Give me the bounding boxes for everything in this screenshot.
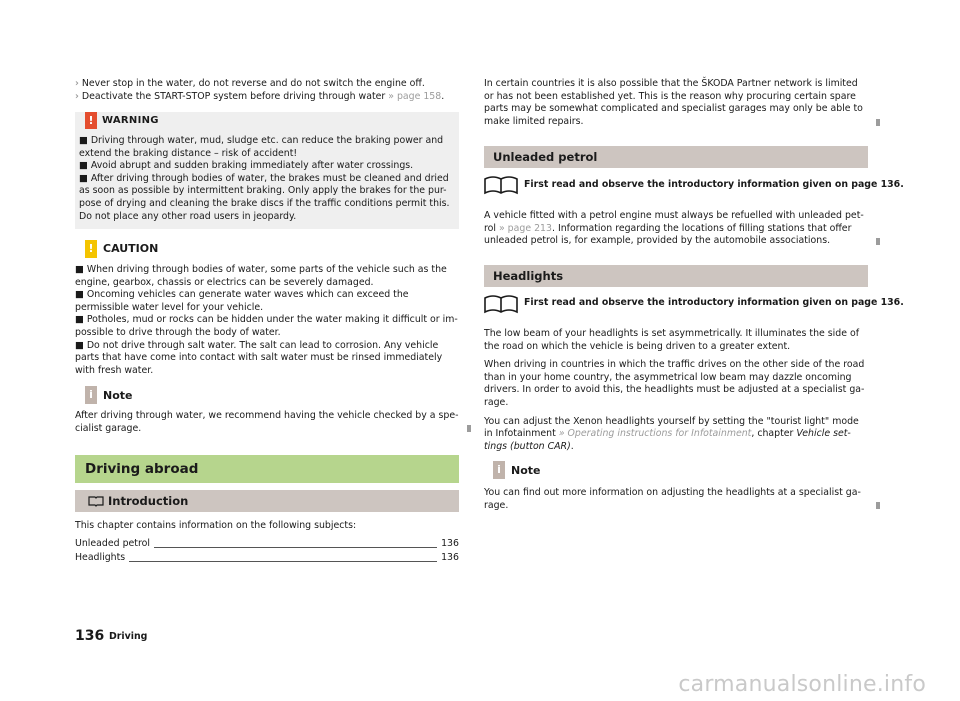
toc-leader	[75, 561, 459, 562]
section-end-marker	[467, 425, 471, 432]
headlights-header	[484, 265, 868, 287]
warning-item: ■ Driving through water, mud, sludge etc. can reduce the braking power and extend the braking distance – risk of accident!	[79, 135, 444, 159]
unleaded-title: Unleaded petrol	[493, 150, 598, 164]
warning-title: WARNING	[102, 115, 159, 126]
intro-header	[75, 490, 459, 512]
section-end-marker	[876, 502, 880, 509]
note-title: Note	[103, 389, 133, 402]
headlights-text: The low beam of your headlights is set asymmetrically. It illuminates the side of the road on which the vehicle is being driven to a greater extent. When driving in countries in which the traffic drives on the other side of the road than in your home country, the asymmetrical low beam may dazzle oncoming drivers. In order to avoid this, the headlights must be adjusted at a specialist ga-rage. You can adjust the Xenon headlights yourself by setting the "tourist light" mode in Infotainment » Operating instructions for Infotainment, chapter Vehicle set-tings (button CAR).	[484, 328, 865, 452]
caution-item: ■ Oncoming vehicles can generate water waves which can exceed the permissible water level for your vehicle.	[75, 289, 409, 313]
toc-label: Unleaded petrol	[75, 538, 154, 549]
intro-title: Introduction	[108, 494, 189, 508]
book-icon	[88, 495, 104, 507]
chevron-right-icon: ›	[75, 78, 79, 89]
caution-text	[75, 264, 459, 377]
section-title: Driving abroad	[85, 461, 199, 477]
bullet-item: › Deactivate the START-STOP system before driving through water » page 158.	[75, 90, 445, 102]
caution-item: ■ When driving through bodies of water, some parts of the vehicle such as the engine, gearbox, chassis or electrics can be severely damaged.	[75, 264, 447, 288]
unleaded-text: A vehicle fitted with a petrol engine must always be refuelled with unleaded pet-rol » page 213. Information regarding the locations of filling stations that offer unleaded petrol is, for example, provided by the automobile associations.	[484, 210, 868, 248]
open-book-icon	[483, 294, 519, 314]
note-icon: i	[493, 461, 505, 479]
note-text: After driving through water, we recommend having the vehicle checked by a spe-cialist garage.	[75, 410, 459, 435]
toc-page: 136	[437, 538, 459, 549]
page-number: 136	[75, 628, 105, 644]
footer-chapter-label: Driving	[109, 631, 148, 642]
note-icon: i	[85, 386, 97, 404]
toc-page: 136	[437, 552, 459, 563]
caution-title: CAUTION	[103, 242, 159, 255]
unleaded-header	[484, 146, 868, 168]
warning-text	[75, 135, 459, 223]
intro-text: This chapter contains information on the following subjects:	[75, 520, 357, 531]
headlights-title: Headlights	[493, 269, 564, 283]
caution-icon: !	[85, 240, 97, 258]
page-link[interactable]: » page 158	[388, 90, 442, 102]
warning-item: ■ Avoid abrupt and sudden braking immediately after water crossings.	[79, 160, 414, 172]
warning-item: ■ After driving through bodies of water, the brakes must be cleaned and dried as soon as possible by intermittent braking. Only apply the brakes for the pur-pose of drying and cleaning the brake discs if the traffic conditions permit this. Do not place any other road users in jeopardy.	[79, 172, 450, 222]
warning-header	[75, 112, 459, 129]
caution-item: ■ Do not drive through salt water. The salt can lead to corrosion. Any vehicle parts that have come into contact with salt water must be rinsed immediately with fresh water.	[75, 339, 443, 376]
watermark: carmanualsonline.info	[678, 672, 926, 697]
first-read-note: First read and observe the introductory information given on page 136.	[524, 297, 904, 308]
intro-paragraph: In certain countries it is also possible that the ŠKODA Partner network is limited or has not been established yet. This is the reason why procuring certain spare parts may be somewhat complicated and specialist garages may only be able to make limited repairs.	[484, 78, 868, 128]
open-book-icon	[483, 175, 519, 195]
first-read-note: First read and observe the introductory information given on page 136.	[524, 179, 904, 190]
chevron-right-icon: ›	[75, 90, 79, 102]
note-text: You can find out more information on adjusting the headlights at a specialist ga-rage.	[484, 487, 868, 512]
bullet-item: › Never stop in the water, do not reverse and do not switch the engine off.	[75, 78, 425, 89]
section-end-marker	[876, 238, 880, 245]
toc-entry-unleaded-petrol[interactable]	[75, 538, 459, 550]
toc-label: Headlights	[75, 552, 129, 563]
section-header	[75, 455, 459, 483]
toc-entry-headlights[interactable]	[75, 552, 459, 564]
section-end-marker	[876, 119, 880, 126]
bullet-list	[75, 78, 459, 103]
page-link[interactable]: » page 213	[498, 222, 552, 234]
warning-icon: !	[85, 112, 97, 129]
note-title: Note	[511, 464, 541, 477]
manual-link[interactable]: » Operating instructions for Infotainment	[558, 428, 752, 440]
caution-item: ■ Potholes, mud or rocks can be hidden under the water making it difficult or im-possible to drive through the body of water.	[75, 314, 458, 338]
